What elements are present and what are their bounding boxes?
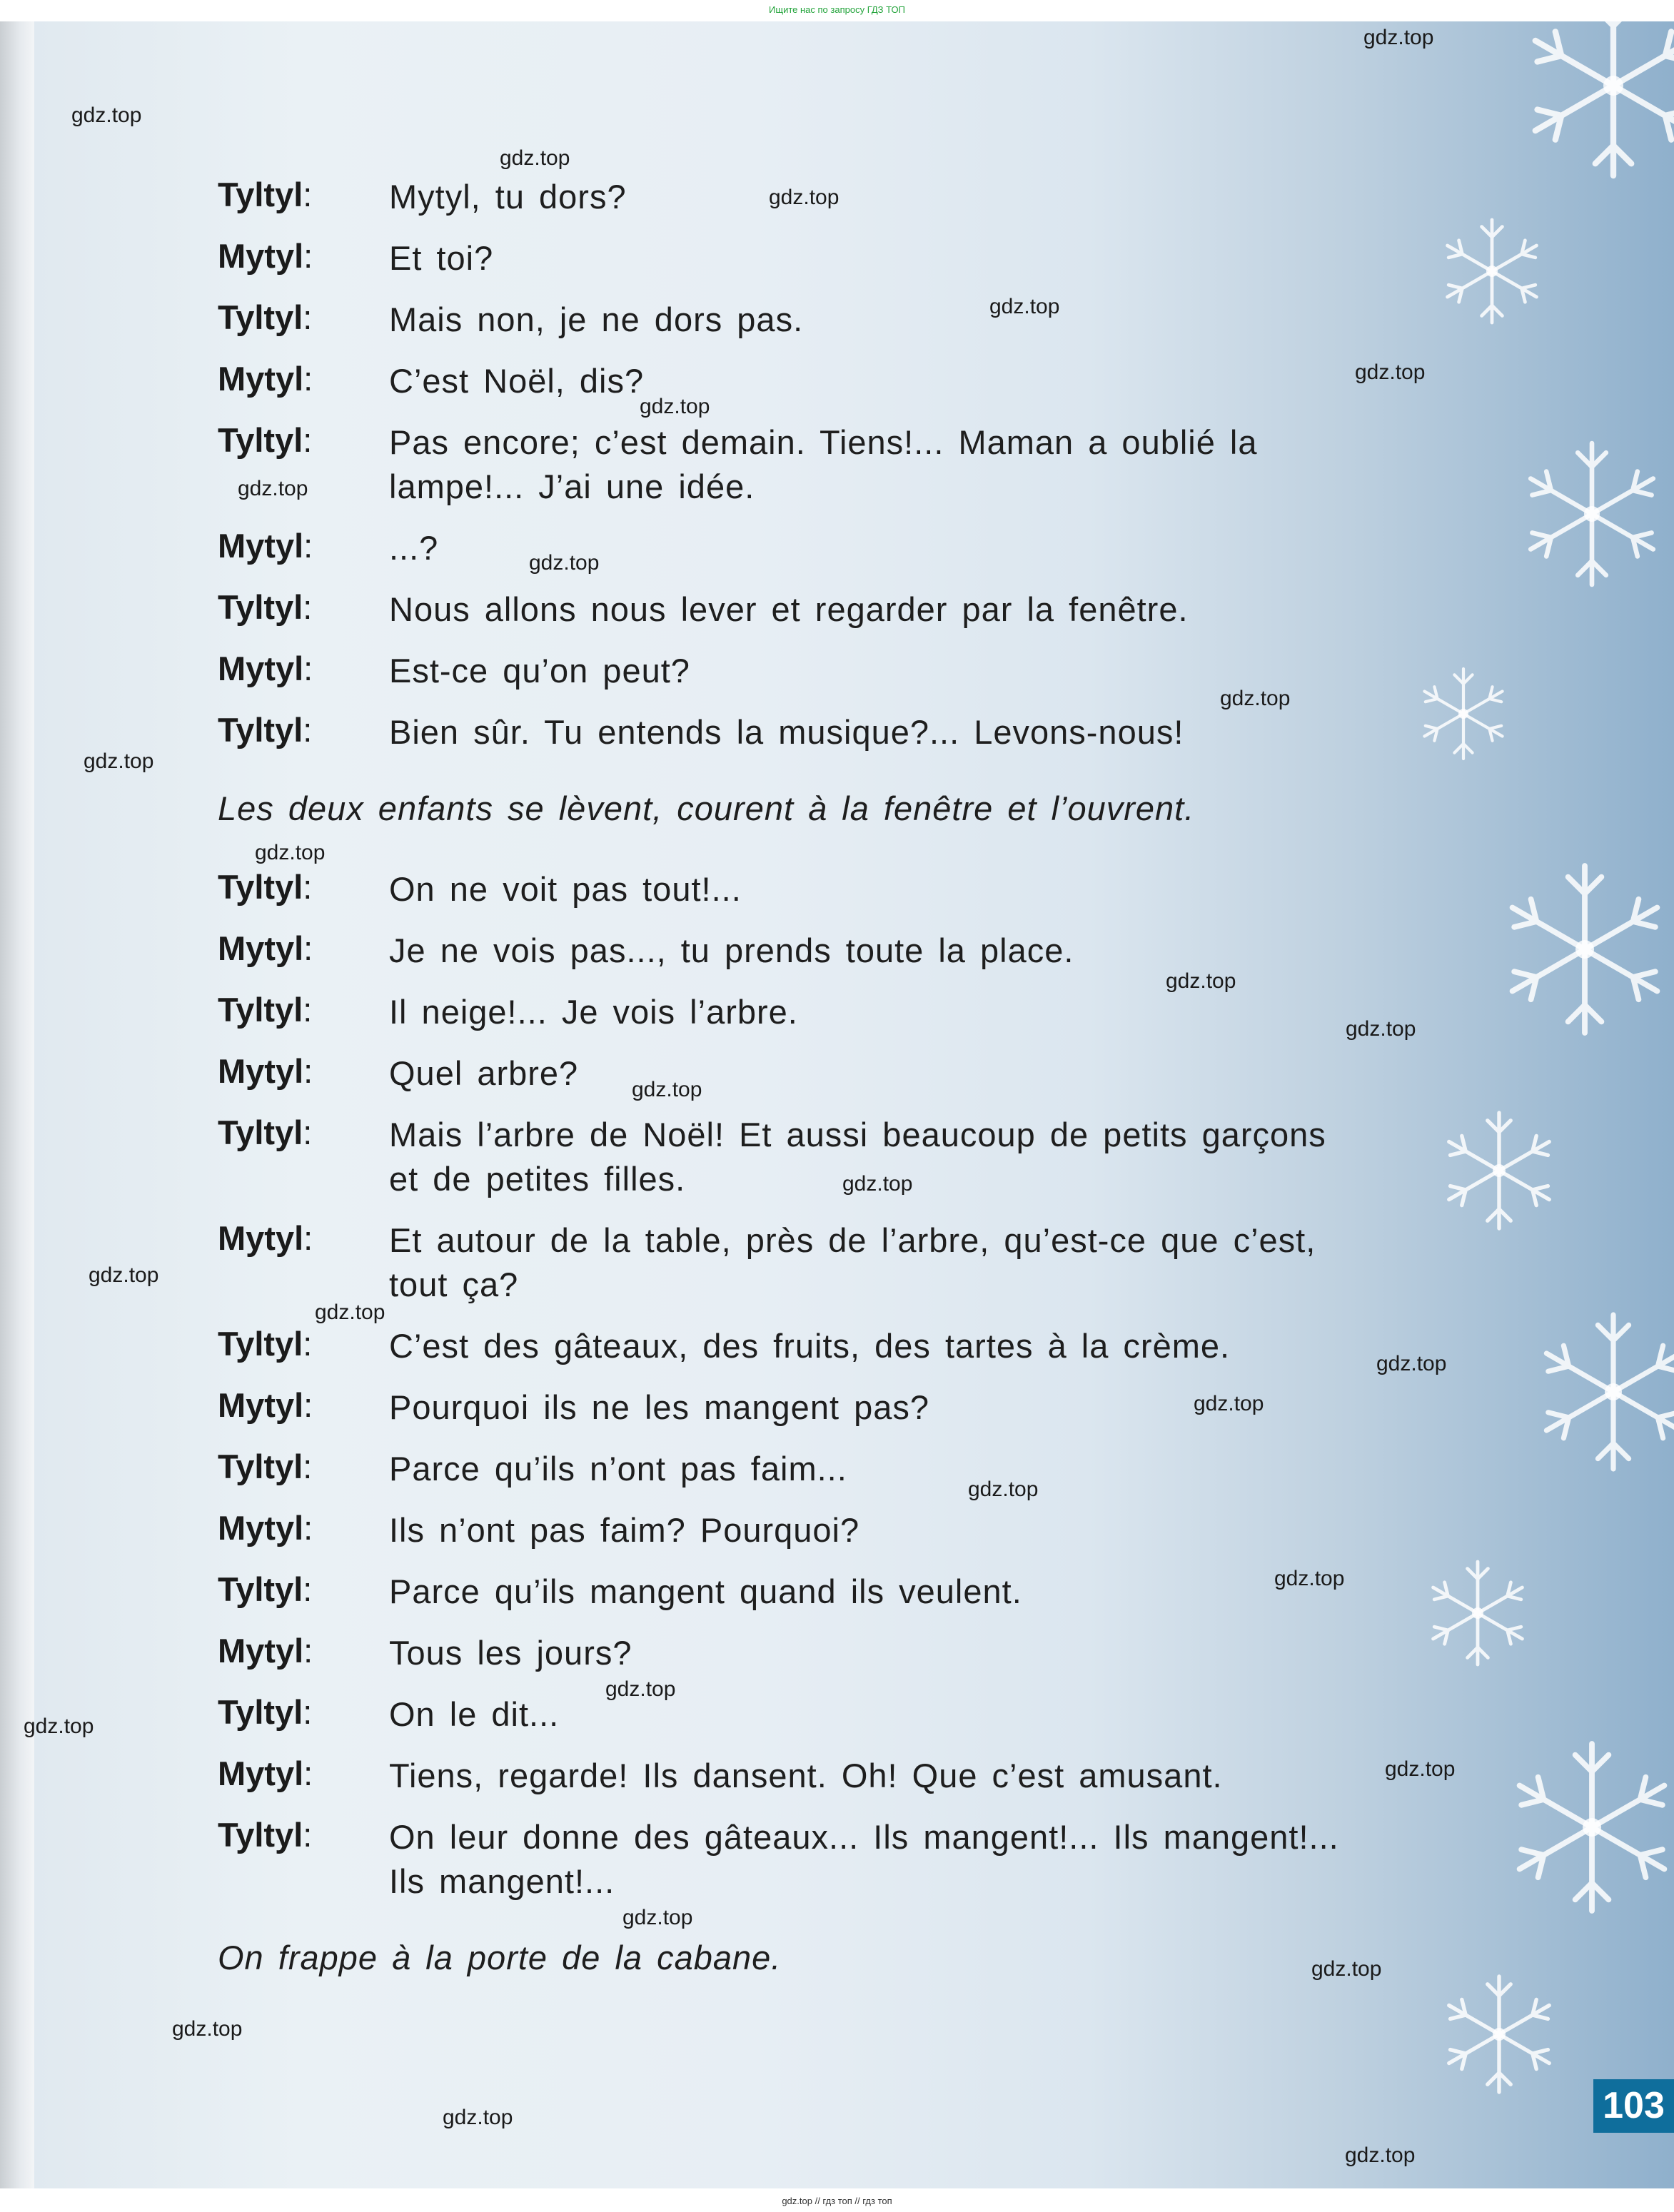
dialogue-line	[0, 1508, 1674, 1551]
watermark: gdz.top	[622, 1906, 693, 1929]
watermark: gdz.top	[172, 2017, 243, 2041]
dialogue-line	[0, 710, 1674, 753]
speech-text: Ils n’ont pas faim? Pourquoi?	[389, 1511, 860, 1549]
dialogue-line	[0, 1631, 1674, 1674]
speaker-name: Mytyl:	[218, 360, 313, 398]
watermark: gdz.top	[529, 551, 600, 575]
speech-text: C’est Noël, dis?	[389, 362, 645, 400]
speech-text: On ne voit pas tout!...	[389, 870, 742, 908]
watermark: gdz.top	[968, 1478, 1039, 1501]
speaker-name: Mytyl:	[218, 1219, 313, 1257]
speech-text: Est-ce qu’on peut?	[389, 652, 690, 690]
watermark: gdz.top	[1194, 1392, 1264, 1415]
speaker-name: Tyltyl:	[218, 1448, 313, 1485]
stage-direction: Les deux enfants se lèvent, courent à la fenêtre et l’ouvrent.	[218, 789, 1195, 827]
speech-text: Et autour de la table, près de l’arbre, qu’est-ce que c’est, tout ça?	[389, 1221, 1316, 1303]
speaker-name: Tyltyl:	[218, 1693, 313, 1731]
stage-direction: On frappe à la porte de la cabane.	[218, 1939, 782, 1976]
speaker-name: Tyltyl:	[218, 298, 313, 336]
speech-text: C’est des gâteaux, des fruits, des tartes à la crème.	[389, 1327, 1231, 1365]
watermark: gdz.top	[1220, 687, 1291, 710]
dialogue-line	[0, 867, 1674, 910]
dialogue-line	[0, 1692, 1674, 1735]
speech-text: Et toi?	[389, 239, 494, 277]
speech-text: Pourquoi ils ne les mangent pas?	[389, 1388, 929, 1426]
watermark: gdz.top	[1376, 1352, 1447, 1375]
footer-note: gdz.top // гдз топ // гдз топ	[782, 2196, 892, 2206]
speech-text: Tiens, regarde! Ils dansent. Oh! Que c’est amusant.	[389, 1757, 1223, 1794]
dialogue-line	[0, 1570, 1674, 1612]
dialogue-line	[0, 1051, 1674, 1094]
speech-text: Je ne vois pas..., tu prends toute la place.	[389, 931, 1074, 969]
watermark: gdz.top	[605, 1677, 676, 1701]
speech-text: ...?	[389, 529, 439, 567]
speaker-name: Tyltyl:	[218, 1113, 313, 1151]
speech-text: Mytyl, tu dors?	[389, 178, 627, 216]
speaker-name: Tyltyl:	[218, 588, 313, 626]
watermark: gdz.top	[1345, 2143, 1416, 2167]
speaker-name: Mytyl:	[218, 1509, 313, 1547]
watermark: gdz.top	[842, 1172, 913, 1196]
speech-text: On leur donne des gâteaux... Ils mangent!... Ils mangent!... Ils mangent!...	[389, 1818, 1339, 1900]
speaker-name: Tyltyl:	[218, 991, 313, 1029]
speaker-name: Tyltyl:	[218, 421, 313, 459]
watermark: gdz.top	[1355, 360, 1426, 384]
speaker-name: Mytyl:	[218, 237, 313, 275]
watermark: gdz.top	[1363, 26, 1434, 49]
speaker-name: Mytyl:	[218, 1052, 313, 1090]
speech-text: Tous les jours?	[389, 1634, 632, 1672]
watermark: gdz.top	[1311, 1957, 1382, 1981]
speech-text: Mais l’arbre de Noël! Et aussi beaucoup de petits garçons et de petites filles.	[389, 1116, 1326, 1198]
speaker-name: Mytyl:	[218, 929, 313, 967]
watermark: gdz.top	[443, 2106, 513, 2129]
watermark: gdz.top	[89, 1263, 159, 1287]
dialogue-line	[0, 1385, 1674, 1428]
speaker-name: Tyltyl:	[218, 1816, 313, 1854]
watermark: gdz.top	[989, 295, 1060, 318]
watermark: gdz.top	[632, 1078, 702, 1101]
dialogue-line	[0, 236, 1674, 279]
speech-text: Nous allons nous lever et regarder par la fenêtre.	[389, 590, 1189, 628]
dialogue-line	[0, 1447, 1674, 1490]
watermark: gdz.top	[1274, 1567, 1345, 1590]
dialogue-line	[0, 1815, 1674, 1900]
dialogue-line	[0, 526, 1674, 569]
watermark: gdz.top	[84, 749, 154, 773]
speech-text: Il neige!... Je vois l’arbre.	[389, 993, 798, 1031]
watermark: gdz.top	[640, 395, 710, 418]
speech-text: Bien sûr. Tu entends la musique?... Levons-nous!	[389, 713, 1184, 751]
dialogue-line	[0, 990, 1674, 1033]
dialogue-line	[0, 587, 1674, 630]
watermark: gdz.top	[1385, 1757, 1456, 1781]
watermark: gdz.top	[238, 477, 308, 500]
dialogue-line	[0, 929, 1674, 971]
speaker-name: Mytyl:	[218, 1754, 313, 1792]
speaker-name: Mytyl:	[218, 527, 313, 565]
dialogue-line	[0, 649, 1674, 692]
speaker-name: Tyltyl:	[218, 1325, 313, 1363]
dialogue-line	[0, 298, 1674, 340]
watermark: gdz.top	[24, 1714, 94, 1738]
speaker-name: Tyltyl:	[218, 868, 313, 906]
watermark: gdz.top	[1346, 1017, 1416, 1041]
watermark: gdz.top	[769, 186, 839, 209]
speech-text: Parce qu’ils n’ont pas faim...	[389, 1450, 847, 1488]
watermark: gdz.top	[71, 103, 142, 127]
speech-text: Mais non, je ne dors pas.	[389, 301, 804, 338]
speech-text: On le dit...	[389, 1695, 560, 1733]
speaker-name: Tyltyl:	[218, 711, 313, 749]
speaker-name: Mytyl:	[218, 1632, 313, 1670]
speaker-name: Tyltyl:	[218, 176, 313, 213]
speech-text: Quel arbre?	[389, 1054, 579, 1092]
header-note: Ищите нас по запросу ГДЗ ТОП	[769, 4, 905, 15]
watermark: gdz.top	[1166, 969, 1236, 993]
speaker-name: Mytyl:	[218, 1386, 313, 1424]
watermark: gdz.top	[500, 146, 570, 170]
watermark: gdz.top	[255, 841, 326, 864]
speech-text: Pas encore; c’est demain. Tiens!... Maman a oublié la lampe!... J’ai une idée.	[389, 423, 1258, 505]
watermark: gdz.top	[315, 1301, 385, 1324]
speech-text: Parce qu’ils mangent quand ils veulent.	[389, 1572, 1022, 1610]
page-number: 103	[1593, 2079, 1674, 2133]
speaker-name: Tyltyl:	[218, 1570, 313, 1608]
speaker-name: Mytyl:	[218, 650, 313, 687]
